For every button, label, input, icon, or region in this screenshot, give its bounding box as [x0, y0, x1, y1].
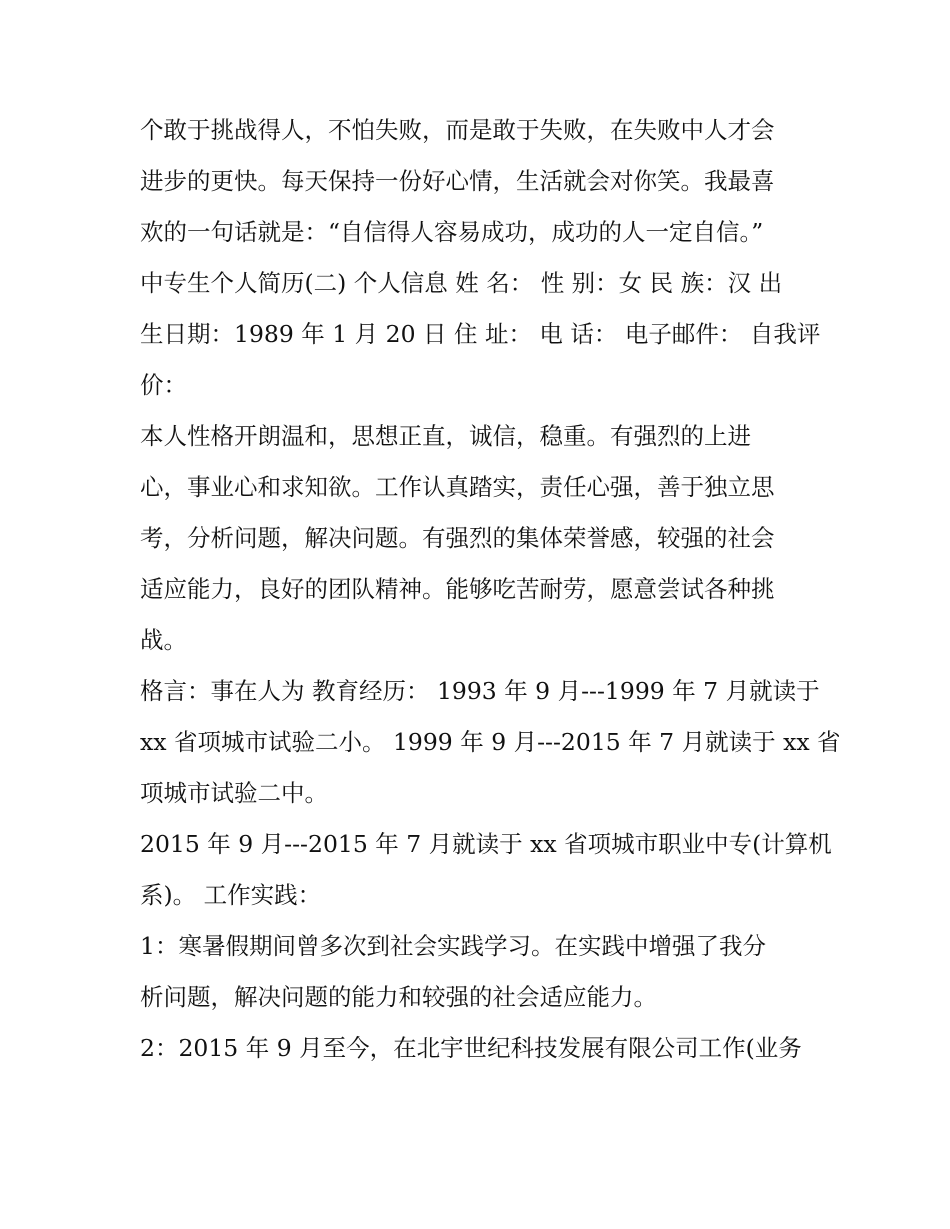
text-line-17: 1：寒暑假期间曾多次到社会实践学习。在实践中增强了我分 [140, 932, 766, 960]
text-line-4: 中专生个人简历(二) 个人信息 姓 名： 性 别：女 民 族：汉 出 [140, 269, 783, 297]
document-body [140, 105, 841, 1074]
text-line-6: 价： [140, 371, 187, 399]
text-line-7: 本人性格开朗温和，思想正直，诚信，稳重。有强烈的上进 [140, 422, 751, 450]
text-line-12: 格言：事在人为 教育经历： 1993 年 9 月---1999 年 7 月就读于 [140, 677, 820, 705]
text-line-8: 心，事业心和求知欲。工作认真踏实，责任心强，善于独立思 [140, 473, 775, 501]
text-line-18: 析问题，解决问题的能力和较强的社会适应能力。 [140, 983, 657, 1011]
text-line-3: 欢的一句话就是：“自信得人容易成功，成功的人一定自信。” [140, 218, 764, 246]
text-line-15: 2015 年 9 月---2015 年 7 月就读于 xx 省项城市职业中专(计算机 [140, 830, 832, 858]
text-line-11: 战。 [140, 626, 187, 654]
text-line-19: 2：2015 年 9 月至今，在北宇世纪科技发展有限公司工作(业务 [140, 1034, 802, 1062]
text-line-9: 考，分析问题，解决问题。有强烈的集体荣誉感，较强的社会 [140, 524, 775, 552]
text-line-14: 项城市试验二中。 [140, 779, 328, 807]
text-line-16: 系)。 工作实践： [140, 881, 322, 909]
text-line-1: 个敢于挑战得人，不怕失败，而是敢于失败，在失败中人才会 [140, 116, 775, 144]
text-line-5: 生日期：1989 年 1 月 20 日 住 址： 电 话： 电子邮件： 自我评 [140, 320, 821, 348]
text-line-13: xx 省项城市试验二小。 1999 年 9 月---2015 年 7 月就读于 xx 省 [140, 728, 841, 756]
text-line-10: 适应能力，良好的团队精神。能够吃苦耐劳，愿意尝试各种挑 [140, 575, 775, 603]
text-line-2: 进步的更快。每天保持一份好心情，生活就会对你笑。我最喜 [140, 167, 775, 195]
